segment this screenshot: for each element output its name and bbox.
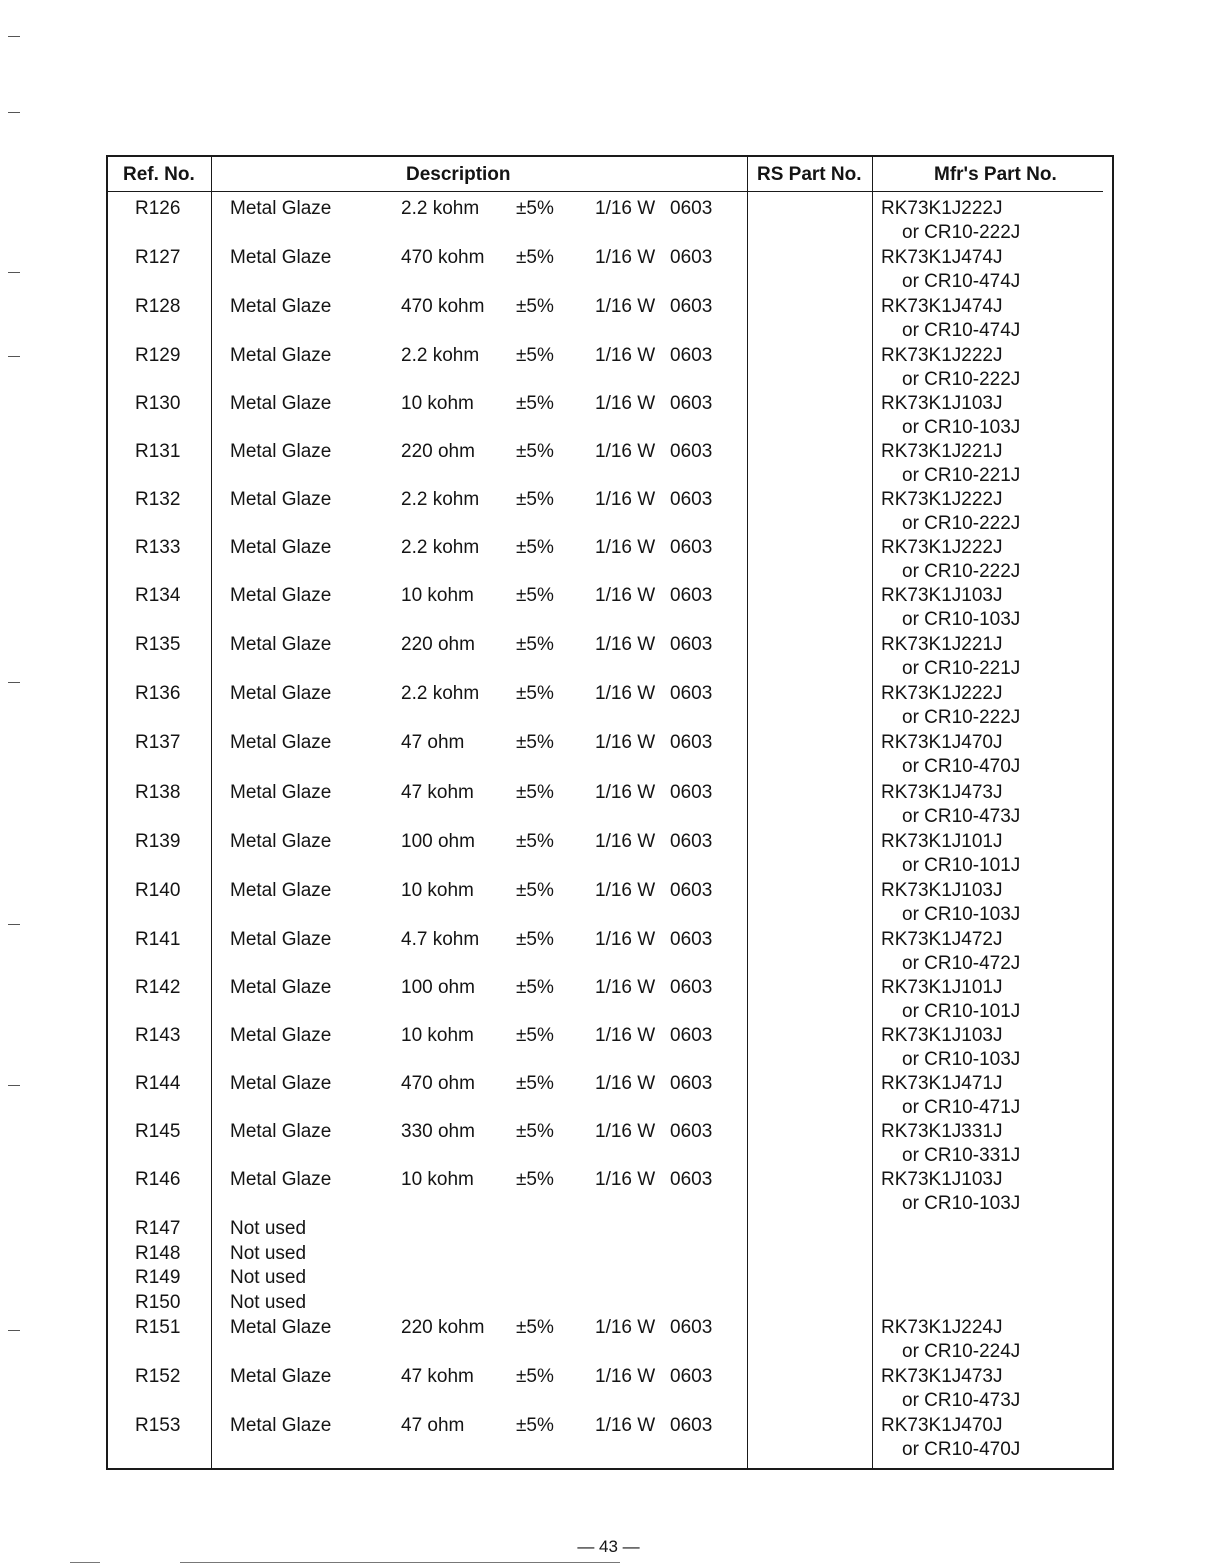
cell-alt-part: or CR10-222J (902, 369, 1021, 390)
cell-type: Metal Glaze (230, 296, 332, 317)
cell-alt-part: or CR10-331J (902, 1145, 1021, 1166)
cell-type: Metal Glaze (230, 977, 332, 998)
cell-tol: ±5% (516, 1169, 554, 1190)
cell-type: Metal Glaze (230, 247, 332, 268)
table-row (108, 1073, 1112, 1121)
cell-value: 47 ohm (401, 1415, 465, 1436)
table-row (108, 782, 1112, 830)
cell-tol: ±5% (516, 1121, 554, 1142)
cell-power: 1/16 W (595, 247, 656, 268)
cell-value: 2.2 kohm (401, 198, 480, 219)
cell-ref: R140 (135, 880, 181, 901)
cell-ref: R148 (135, 1243, 181, 1264)
table-row (108, 441, 1112, 489)
cell-type: Metal Glaze (230, 782, 332, 803)
cell-mfr: RK73K1J103J (881, 1169, 1003, 1190)
cell-power: 1/16 W (595, 198, 656, 219)
cell-value: 10 kohm (401, 880, 474, 901)
cell-tol: ±5% (516, 345, 554, 366)
cell-ref: R149 (135, 1267, 181, 1288)
cell-size: 0603 (670, 634, 713, 655)
cell-size: 0603 (670, 489, 713, 510)
margin-tick (8, 356, 20, 357)
cell-type: Not used (230, 1292, 307, 1313)
cell-ref: R141 (135, 929, 181, 950)
cell-type: Metal Glaze (230, 1169, 332, 1190)
cell-value: 10 kohm (401, 393, 474, 414)
cell-power: 1/16 W (595, 345, 656, 366)
cell-type: Metal Glaze (230, 345, 332, 366)
cell-type: Not used (230, 1243, 307, 1264)
cell-type: Metal Glaze (230, 1025, 332, 1046)
cell-mfr: RK73K1J101J (881, 831, 1003, 852)
cell-type: Not used (230, 1218, 307, 1239)
cell-size: 0603 (670, 1366, 713, 1387)
cell-ref: R135 (135, 634, 181, 655)
cell-type: Metal Glaze (230, 831, 332, 852)
cell-value: 10 kohm (401, 585, 474, 606)
cell-alt-part: or CR10-222J (902, 222, 1021, 243)
cell-power: 1/16 W (595, 296, 656, 317)
table-row (108, 1366, 1112, 1414)
cell-power: 1/16 W (595, 1415, 656, 1436)
cell-type: Metal Glaze (230, 585, 332, 606)
margin-tick (8, 924, 20, 925)
cell-tol: ±5% (516, 247, 554, 268)
cell-type: Metal Glaze (230, 1121, 332, 1142)
cell-size: 0603 (670, 585, 713, 606)
cell-mfr: RK73K1J101J (881, 977, 1003, 998)
table-row (108, 489, 1112, 537)
margin-tick (8, 36, 20, 37)
cell-value: 220 ohm (401, 441, 475, 462)
cell-size: 0603 (670, 1317, 713, 1338)
cell-size: 0603 (670, 1415, 713, 1436)
table-row (108, 247, 1112, 295)
cell-mfr: RK73K1J470J (881, 732, 1003, 753)
cell-ref: R147 (135, 1218, 181, 1239)
cell-size: 0603 (670, 1169, 713, 1190)
cell-power: 1/16 W (595, 1073, 656, 1094)
table-row (108, 198, 1112, 246)
table-row (108, 296, 1112, 344)
cell-mfr: RK73K1J222J (881, 683, 1003, 704)
cell-ref: R133 (135, 537, 181, 558)
cell-mfr: RK73K1J331J (881, 1121, 1003, 1142)
cell-tol: ±5% (516, 198, 554, 219)
cell-type: Not used (230, 1267, 307, 1288)
cell-ref: R151 (135, 1317, 181, 1338)
cell-value: 330 ohm (401, 1121, 475, 1142)
cell-power: 1/16 W (595, 880, 656, 901)
cell-value: 470 kohm (401, 247, 485, 268)
cell-mfr: RK73K1J221J (881, 634, 1003, 655)
cell-value: 470 ohm (401, 1073, 475, 1094)
bottom-edge-rule (180, 1562, 620, 1563)
cell-ref: R130 (135, 393, 181, 414)
table-row (108, 732, 1112, 780)
table-row (108, 1121, 1112, 1169)
cell-value: 100 ohm (401, 831, 475, 852)
cell-ref: R144 (135, 1073, 181, 1094)
cell-ref: R146 (135, 1169, 181, 1190)
cell-value: 220 kohm (401, 1317, 485, 1338)
cell-ref: R143 (135, 1025, 181, 1046)
cell-value: 470 kohm (401, 296, 485, 317)
cell-ref: R132 (135, 489, 181, 510)
table-row (108, 1169, 1112, 1217)
cell-type: Metal Glaze (230, 1317, 332, 1338)
cell-ref: R128 (135, 296, 181, 317)
cell-mfr: RK73K1J224J (881, 1317, 1003, 1338)
cell-tol: ±5% (516, 1415, 554, 1436)
cell-alt-part: or CR10-473J (902, 806, 1021, 827)
margin-tick (8, 272, 20, 273)
cell-alt-part: or CR10-470J (902, 756, 1021, 777)
cell-power: 1/16 W (595, 929, 656, 950)
cell-type: Metal Glaze (230, 489, 332, 510)
table-row (108, 634, 1112, 682)
cell-tol: ±5% (516, 1073, 554, 1094)
cell-alt-part: or CR10-222J (902, 707, 1021, 728)
margin-tick (8, 682, 20, 683)
cell-size: 0603 (670, 1073, 713, 1094)
cell-power: 1/16 W (595, 732, 656, 753)
cell-power: 1/16 W (595, 1169, 656, 1190)
table-row (108, 393, 1112, 441)
cell-ref: R136 (135, 683, 181, 704)
cell-alt-part: or CR10-221J (902, 465, 1021, 486)
cell-size: 0603 (670, 977, 713, 998)
cell-value: 2.2 kohm (401, 489, 480, 510)
cell-type: Metal Glaze (230, 732, 332, 753)
cell-ref: R129 (135, 345, 181, 366)
table-row (108, 1292, 1112, 1316)
cell-tol: ±5% (516, 296, 554, 317)
table-row (108, 1317, 1112, 1365)
cell-ref: R145 (135, 1121, 181, 1142)
cell-tol: ±5% (516, 1317, 554, 1338)
cell-size: 0603 (670, 880, 713, 901)
margin-tick (8, 1085, 20, 1086)
cell-tol: ±5% (516, 782, 554, 803)
cell-size: 0603 (670, 1121, 713, 1142)
cell-value: 100 ohm (401, 977, 475, 998)
cell-power: 1/16 W (595, 489, 656, 510)
cell-tol: ±5% (516, 441, 554, 462)
cell-alt-part: or CR10-474J (902, 320, 1021, 341)
cell-type: Metal Glaze (230, 1415, 332, 1436)
cell-ref: R152 (135, 1366, 181, 1387)
cell-ref: R153 (135, 1415, 181, 1436)
cell-mfr: RK73K1J222J (881, 489, 1003, 510)
cell-mfr: RK73K1J474J (881, 247, 1003, 268)
bottom-edge-rule (70, 1562, 100, 1563)
cell-mfr: RK73K1J103J (881, 1025, 1003, 1046)
cell-mfr: RK73K1J222J (881, 198, 1003, 219)
cell-type: Metal Glaze (230, 683, 332, 704)
cell-power: 1/16 W (595, 1317, 656, 1338)
cell-mfr: RK73K1J470J (881, 1415, 1003, 1436)
cell-tol: ±5% (516, 683, 554, 704)
cell-power: 1/16 W (595, 1366, 656, 1387)
cell-type: Metal Glaze (230, 929, 332, 950)
cell-size: 0603 (670, 537, 713, 558)
cell-alt-part: or CR10-101J (902, 1001, 1021, 1022)
cell-value: 2.2 kohm (401, 537, 480, 558)
cell-type: Metal Glaze (230, 537, 332, 558)
cell-power: 1/16 W (595, 585, 656, 606)
cell-type: Metal Glaze (230, 198, 332, 219)
cell-power: 1/16 W (595, 782, 656, 803)
cell-size: 0603 (670, 393, 713, 414)
cell-mfr: RK73K1J473J (881, 1366, 1003, 1387)
cell-value: 10 kohm (401, 1169, 474, 1190)
cell-value: 47 kohm (401, 1366, 474, 1387)
cell-value: 2.2 kohm (401, 345, 480, 366)
header-rs-part-no: RS Part No. (757, 164, 862, 185)
cell-size: 0603 (670, 683, 713, 704)
cell-mfr: RK73K1J221J (881, 441, 1003, 462)
cell-size: 0603 (670, 441, 713, 462)
cell-ref: R138 (135, 782, 181, 803)
cell-value: 10 kohm (401, 1025, 474, 1046)
cell-ref: R126 (135, 198, 181, 219)
table-row (108, 929, 1112, 977)
cell-type: Metal Glaze (230, 634, 332, 655)
cell-alt-part: or CR10-103J (902, 1193, 1021, 1214)
cell-alt-part: or CR10-222J (902, 561, 1021, 582)
table-row (108, 1267, 1112, 1291)
cell-tol: ±5% (516, 880, 554, 901)
page-number: — 43 — (577, 1537, 640, 1556)
cell-size: 0603 (670, 782, 713, 803)
cell-tol: ±5% (516, 537, 554, 558)
cell-ref: R131 (135, 441, 181, 462)
cell-size: 0603 (670, 345, 713, 366)
cell-power: 1/16 W (595, 441, 656, 462)
table-row (108, 1025, 1112, 1073)
cell-mfr: RK73K1J471J (881, 1073, 1003, 1094)
parts-table (106, 155, 1114, 1470)
cell-type: Metal Glaze (230, 1366, 332, 1387)
cell-power: 1/16 W (595, 634, 656, 655)
table-row (108, 537, 1112, 585)
header-description: Description (406, 164, 511, 185)
cell-type: Metal Glaze (230, 880, 332, 901)
table-row (108, 1218, 1112, 1242)
cell-tol: ±5% (516, 1025, 554, 1046)
cell-mfr: RK73K1J103J (881, 393, 1003, 414)
cell-ref: R137 (135, 732, 181, 753)
cell-mfr: RK73K1J103J (881, 880, 1003, 901)
table-row (108, 880, 1112, 928)
cell-type: Metal Glaze (230, 441, 332, 462)
cell-type: Metal Glaze (230, 1073, 332, 1094)
cell-size: 0603 (670, 929, 713, 950)
cell-alt-part: or CR10-473J (902, 1390, 1021, 1411)
cell-value: 2.2 kohm (401, 683, 480, 704)
cell-ref: R134 (135, 585, 181, 606)
cell-value: 4.7 kohm (401, 929, 480, 950)
cell-tol: ±5% (516, 929, 554, 950)
cell-tol: ±5% (516, 489, 554, 510)
cell-ref: R150 (135, 1292, 181, 1313)
table-row (108, 977, 1112, 1025)
cell-tol: ±5% (516, 634, 554, 655)
cell-value: 220 ohm (401, 634, 475, 655)
cell-power: 1/16 W (595, 831, 656, 852)
header-mfr-part-no: Mfr's Part No. (934, 164, 1057, 185)
cell-alt-part: or CR10-222J (902, 513, 1021, 534)
cell-alt-part: or CR10-221J (902, 658, 1021, 679)
table-row (108, 345, 1112, 393)
cell-alt-part: or CR10-474J (902, 271, 1021, 292)
cell-ref: R127 (135, 247, 181, 268)
header-divider (108, 191, 1103, 192)
cell-mfr: RK73K1J103J (881, 585, 1003, 606)
table-row (108, 1243, 1112, 1267)
cell-alt-part: or CR10-103J (902, 1049, 1021, 1070)
cell-mfr: RK73K1J473J (881, 782, 1003, 803)
cell-alt-part: or CR10-103J (902, 904, 1021, 925)
cell-tol: ±5% (516, 732, 554, 753)
cell-mfr: RK73K1J474J (881, 296, 1003, 317)
cell-size: 0603 (670, 732, 713, 753)
cell-size: 0603 (670, 296, 713, 317)
cell-ref: R142 (135, 977, 181, 998)
cell-alt-part: or CR10-103J (902, 609, 1021, 630)
cell-size: 0603 (670, 247, 713, 268)
cell-power: 1/16 W (595, 537, 656, 558)
header-ref-no: Ref. No. (123, 164, 195, 185)
cell-alt-part: or CR10-472J (902, 953, 1021, 974)
cell-power: 1/16 W (595, 1025, 656, 1046)
cell-value: 47 kohm (401, 782, 474, 803)
cell-alt-part: or CR10-101J (902, 855, 1021, 876)
cell-power: 1/16 W (595, 683, 656, 704)
cell-type: Metal Glaze (230, 393, 332, 414)
cell-size: 0603 (670, 1025, 713, 1046)
table-row (108, 683, 1112, 731)
cell-ref: R139 (135, 831, 181, 852)
cell-tol: ±5% (516, 393, 554, 414)
cell-value: 47 ohm (401, 732, 465, 753)
margin-tick (8, 112, 20, 113)
cell-alt-part: or CR10-470J (902, 1439, 1021, 1460)
cell-mfr: RK73K1J222J (881, 537, 1003, 558)
cell-mfr: RK73K1J222J (881, 345, 1003, 366)
cell-power: 1/16 W (595, 977, 656, 998)
table-row (108, 831, 1112, 879)
cell-tol: ±5% (516, 831, 554, 852)
cell-tol: ±5% (516, 1366, 554, 1387)
table-row (108, 1415, 1112, 1463)
cell-tol: ±5% (516, 977, 554, 998)
cell-power: 1/16 W (595, 393, 656, 414)
cell-alt-part: or CR10-471J (902, 1097, 1021, 1118)
margin-tick (8, 1330, 20, 1331)
cell-power: 1/16 W (595, 1121, 656, 1142)
cell-alt-part: or CR10-224J (902, 1341, 1021, 1362)
cell-tol: ±5% (516, 585, 554, 606)
cell-size: 0603 (670, 831, 713, 852)
cell-size: 0603 (670, 198, 713, 219)
cell-alt-part: or CR10-103J (902, 417, 1021, 438)
cell-mfr: RK73K1J472J (881, 929, 1003, 950)
table-row (108, 585, 1112, 633)
